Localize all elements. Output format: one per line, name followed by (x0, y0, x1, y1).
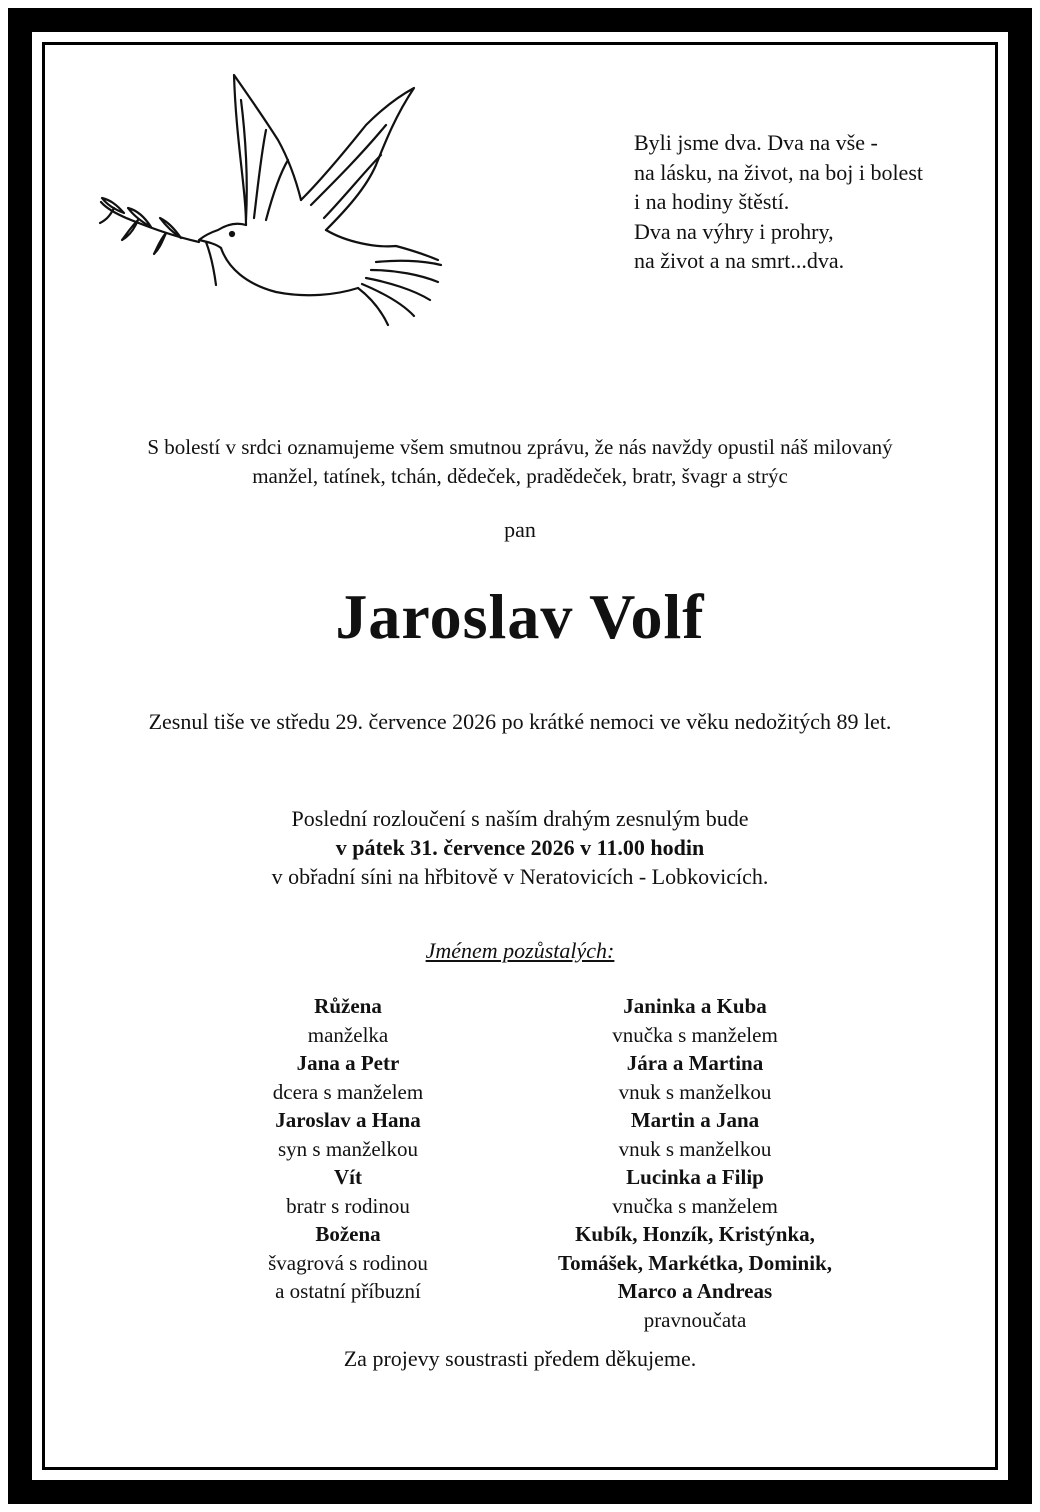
funeral-location: v obřadní síni na hřbitově v Neratovicích - Lobkovicích. (271, 864, 769, 889)
mourner-relation: švagrová s rodinou (268, 1250, 428, 1275)
mourner-name: Janinka a Kuba (623, 994, 767, 1018)
mourners-right-column (520, 992, 870, 1334)
funeral-line-1: Poslední rozloučení s naším drahým zesnulým bude (291, 806, 749, 831)
mourner-name: Tomášek, Markétka, Dominik, (558, 1250, 832, 1275)
deceased-name: Jaroslav Volf (335, 581, 705, 652)
mourner-relation: vnuk s manželkou (618, 1079, 772, 1104)
dove-with-olive-branch-icon (96, 70, 446, 335)
mourner-name: Růžena (314, 994, 382, 1018)
death-notice: Zesnul tiše ve středu 29. července 2026 po krátké nemoci ve věku nedožitých 89 let. (148, 709, 892, 734)
mourner-name: Jana a Petr (296, 1051, 400, 1075)
mourner-relation: dcera s manželem (272, 1079, 424, 1104)
mourner-relation: vnučka s manželem (612, 1022, 778, 1047)
thanks-line: Za projevy soustrasti předem děkujeme. (343, 1346, 697, 1371)
mourner-relation: vnučka s manželem (612, 1193, 778, 1218)
honorific: pan (504, 517, 536, 542)
mourners-left-column (198, 992, 498, 1306)
mourner-name: Kubík, Honzík, Kristýnka, (575, 1222, 815, 1246)
announcement-line-1: S bolestí v srdci oznamujeme všem smutnou zprávu, že nás navždy opustil náš milovaný (147, 435, 893, 459)
mourner-name: Martin a Jana (630, 1108, 760, 1132)
mourner-relation: a ostatní příbuzní (275, 1279, 421, 1303)
mourner-name: Marco a Andreas (617, 1279, 773, 1303)
mourner-name: Lucinka a Filip (626, 1165, 764, 1189)
funeral-date-time: v pátek 31. července 2026 v 11.00 hodin (335, 835, 705, 860)
mourner-name: Božena (315, 1222, 381, 1246)
mourner-relation: manželka (307, 1022, 389, 1047)
mourner-relation: bratr s rodinou (286, 1193, 410, 1218)
mourner-relation: vnuk s manželkou (618, 1136, 772, 1161)
mourner-name: Jaroslav a Hana (275, 1108, 421, 1132)
mourner-relation: pravnoučata (643, 1307, 747, 1332)
on-behalf-heading (0, 938, 1040, 964)
mourner-relation: syn s manželkou (278, 1136, 418, 1161)
memorial-poem: Byli jsme dva. Dva na vše - na lásku, na život, na boj i bolest i na hodiny štěstí. Dva na výhry i prohry, na život a na smrt...dva. (634, 130, 923, 273)
on-behalf-label: Jménem pozůstalých: (425, 938, 615, 963)
mourner-name: Jára a Martina (626, 1051, 764, 1075)
funeral-info (0, 804, 1040, 891)
announcement-text (0, 433, 1040, 491)
mourner-name: Vít (334, 1165, 362, 1189)
announcement-line-2: manžel, tatínek, tchán, dědeček, pradědeček, bratr, švagr a strýc (252, 464, 788, 488)
